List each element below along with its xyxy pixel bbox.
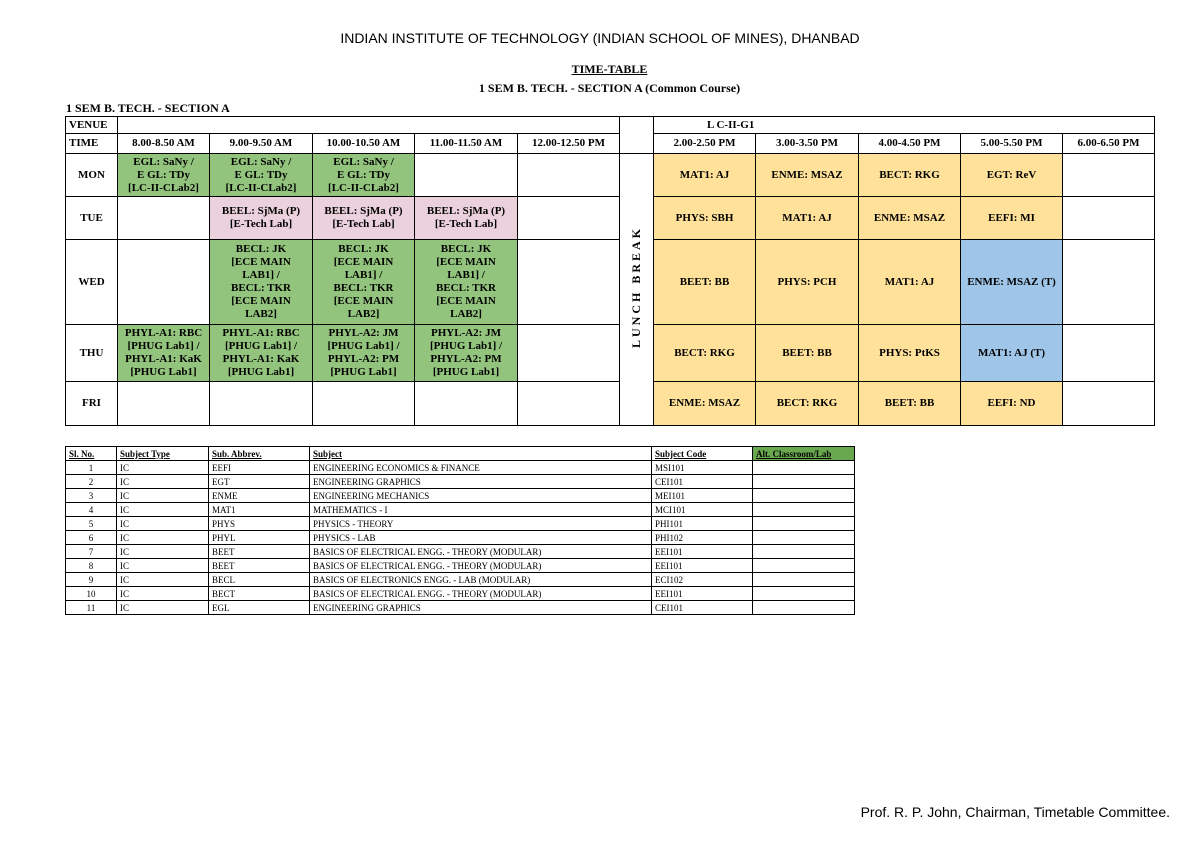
class-cell: PHYS: PtKS [859,325,961,382]
class-cell: BECL: JK [ECE MAIN LAB1] / BECL: TKR [ECE MAIN LAB2] [210,240,313,325]
subject-code: EEI101 [652,559,753,573]
sub-abbrev: BECL [209,573,310,587]
empty-cell [1063,197,1155,240]
time-label: TIME [66,134,118,154]
sl-no: 5 [66,517,117,531]
sub-abbrev: ENME [209,489,310,503]
venue-label: VENUE [66,117,118,134]
class-cell: ENME: MSAZ [654,382,756,426]
empty-cell [518,382,620,426]
subject-type: IC [117,601,209,615]
subject-type: IC [117,489,209,503]
alt-classroom [753,559,855,573]
subject-type: IC [117,461,209,475]
class-cell: MAT1: AJ [756,197,859,240]
footer-signature: Prof. R. P. John, Chairman, Timetable Committee. [860,804,1170,820]
subject-code: PHI102 [652,531,753,545]
subject-type: IC [117,475,209,489]
header-subject-code: Subject Code [652,447,753,461]
lunch-break [620,154,654,426]
class-cell: PHYL-A1: RBC [PHUG Lab1] / PHYL-A1: KaK [PHUG Lab1] [210,325,313,382]
table-row [66,531,855,545]
sub-abbrev: BEET [209,559,310,573]
class-cell: BEEL: SjMa (P) [E-Tech Lab] [210,197,313,240]
subject-table [65,446,855,615]
day-row-tue [66,197,1155,240]
table-row [66,517,855,531]
empty-cell [210,382,313,426]
slot-header: 3.00-3.50 PM [756,134,859,154]
class-cell: BECL: JK [ECE MAIN LAB1] / BECL: TKR [ECE MAIN LAB2] [415,240,518,325]
class-cell: MAT1: AJ [654,154,756,197]
timetable-title: TIME-TABLE [571,62,648,76]
alt-classroom [753,573,855,587]
class-cell: BEEL: SjMa (P) [E-Tech Lab] [415,197,518,240]
class-cell: EEFI: ND [961,382,1063,426]
empty-cell [518,240,620,325]
empty-cell [1063,240,1155,325]
subject-name: PHYSICS - LAB [310,531,652,545]
subject-code: MSI101 [652,461,753,475]
subject-type: IC [117,517,209,531]
class-cell: BEET: BB [756,325,859,382]
class-cell: BEET: BB [654,240,756,325]
subject-name: ENGINEERING GRAPHICS [310,475,652,489]
subject-code: PHI101 [652,517,753,531]
sl-no: 2 [66,475,117,489]
subject-name: BASICS OF ELECTRONICS ENGG. - LAB (MODULAR) [310,573,652,587]
subject-type: IC [117,587,209,601]
subject-name: ENGINEERING ECONOMICS & FINANCE [310,461,652,475]
institute-name: INDIAN INSTITUTE OF TECHNOLOGY (INDIAN SCHOOL OF MINES), DHANBAD [340,30,860,46]
alt-classroom [753,461,855,475]
sl-no: 6 [66,531,117,545]
subject-name: BASICS OF ELECTRICAL ENGG. - THEORY (MODULAR) [310,587,652,601]
subject-code: CEI101 [652,601,753,615]
subject-table-header [66,447,855,461]
sub-abbrev: PHYS [209,517,310,531]
alt-classroom [753,475,855,489]
sub-abbrev: BECT [209,587,310,601]
venue-row [66,117,1155,134]
subject-name: PHYSICS - THEORY [310,517,652,531]
sub-abbrev: EGL [209,601,310,615]
empty-cell [518,197,620,240]
table-row [66,601,855,615]
slot-header: 8.00-8.50 AM [118,134,210,154]
empty-cell [518,325,620,382]
section-label: 1 SEM B. TECH. - SECTION A [66,101,230,115]
alt-classroom [753,531,855,545]
class-cell: EEFI: MI [961,197,1063,240]
time-row [66,134,1155,154]
class-cell: EGL: SaNy / E GL: TDy [LC-II-CLab2] [118,154,210,197]
empty-cell [1063,325,1155,382]
class-cell: EGL: SaNy / E GL: TDy [LC-II-CLab2] [313,154,415,197]
empty-cell [1063,154,1155,197]
header-subject: Subject [310,447,652,461]
subject-code: EEI101 [652,545,753,559]
subject-name: BASICS OF ELECTRICAL ENGG. - THEORY (MODULAR) [310,559,652,573]
class-cell: PHYL-A2: JM [PHUG Lab1] / PHYL-A2: PM [PHUG Lab1] [313,325,415,382]
subject-type: IC [117,559,209,573]
sl-no: 1 [66,461,117,475]
class-cell: BECT: RKG [756,382,859,426]
subject-code: EEI101 [652,587,753,601]
table-row [66,461,855,475]
class-cell: ENME: MSAZ [859,197,961,240]
slot-header: 11.00-11.50 AM [415,134,518,154]
table-row [66,489,855,503]
class-cell: PHYS: PCH [756,240,859,325]
table-row [66,559,855,573]
day-row-mon [66,154,1155,197]
empty-cell [415,154,518,197]
table-row [66,503,855,517]
class-cell: ENME: MSAZ [756,154,859,197]
alt-classroom [753,517,855,531]
subject-name: BASICS OF ELECTRICAL ENGG. - THEORY (MODULAR) [310,545,652,559]
class-cell: BECT: RKG [859,154,961,197]
slot-header: 9.00-9.50 AM [210,134,313,154]
class-cell: EGL: SaNy / E GL: TDy [LC-II-CLab2] [210,154,313,197]
table-row [66,587,855,601]
sl-no: 7 [66,545,117,559]
timetable-subtitle: 1 SEM B. TECH. - SECTION A (Common Course) [478,81,741,95]
day-label: FRI [66,382,118,426]
sl-no: 8 [66,559,117,573]
header-sl-no: Sl. No. [66,447,117,461]
subject-name: MATHEMATICS - I [310,503,652,517]
empty-cell [1063,382,1155,426]
lunch-top [620,117,654,154]
subject-code: MCI101 [652,503,753,517]
sl-no: 9 [66,573,117,587]
alt-classroom [753,601,855,615]
empty-cell [313,382,415,426]
slot-header: 5.00-5.50 PM [961,134,1063,154]
empty-cell [518,154,620,197]
sl-no: 4 [66,503,117,517]
sl-no: 10 [66,587,117,601]
day-label: TUE [66,197,118,240]
subject-code: ECI102 [652,573,753,587]
subject-type: IC [117,545,209,559]
empty-cell [118,382,210,426]
table-row [66,475,855,489]
lunch-break-label: LUNCH BREAK [629,226,643,349]
day-label: THU [66,325,118,382]
header-subject-type: Subject Type [117,447,209,461]
class-cell: PHYL-A1: RBC [PHUG Lab1] / PHYL-A1: KaK [PHUG Lab1] [118,325,210,382]
class-cell: BECL: JK [ECE MAIN LAB1] / BECL: TKR [ECE MAIN LAB2] [313,240,415,325]
subject-name: ENGINEERING MECHANICS [310,489,652,503]
header-alt-classroom: Alt. Classroom/Lab [753,447,855,461]
class-cell: BEET: BB [859,382,961,426]
alt-classroom [753,587,855,601]
class-cell: PHYS: SBH [654,197,756,240]
class-cell: MAT1: AJ [859,240,961,325]
header-sub-abbrev: Sub. Abbrev. [209,447,310,461]
sub-abbrev: PHYL [209,531,310,545]
table-row [66,573,855,587]
class-cell: BECT: RKG [654,325,756,382]
slot-header: 10.00-10.50 AM [313,134,415,154]
alt-classroom [753,503,855,517]
alt-classroom [753,545,855,559]
subject-type: IC [117,503,209,517]
day-row-fri [66,382,1155,426]
sub-abbrev: EGT [209,475,310,489]
timetable-grid [65,116,1155,426]
class-cell: MAT1: AJ (T) [961,325,1063,382]
sl-no: 11 [66,601,117,615]
subject-code: CEI101 [652,475,753,489]
day-label: MON [66,154,118,197]
day-row-thu [66,325,1155,382]
slot-header: 2.00-2.50 PM [654,134,756,154]
alt-classroom [753,489,855,503]
empty-cell [118,197,210,240]
slot-header: 6.00-6.50 PM [1063,134,1155,154]
day-row-wed [66,240,1155,325]
venue-morning [118,117,620,134]
day-label: WED [66,240,118,325]
sl-no: 3 [66,489,117,503]
class-cell: PHYL-A2: JM [PHUG Lab1] / PHYL-A2: PM [PHUG Lab1] [415,325,518,382]
venue-name: L C-II-G1 [654,117,1155,134]
empty-cell [118,240,210,325]
class-cell: ENME: MSAZ (T) [961,240,1063,325]
slot-header: 4.00-4.50 PM [859,134,961,154]
subject-type: IC [117,573,209,587]
subject-name: ENGINEERING GRAPHICS [310,601,652,615]
class-cell: EGT: ReV [961,154,1063,197]
class-cell: BEEL: SjMa (P) [E-Tech Lab] [313,197,415,240]
table-row [66,545,855,559]
sub-abbrev: MAT1 [209,503,310,517]
sub-abbrev: EEFI [209,461,310,475]
subject-type: IC [117,531,209,545]
subject-code: MEI101 [652,489,753,503]
slot-header: 12.00-12.50 PM [518,134,620,154]
empty-cell [415,382,518,426]
sub-abbrev: BEET [209,545,310,559]
